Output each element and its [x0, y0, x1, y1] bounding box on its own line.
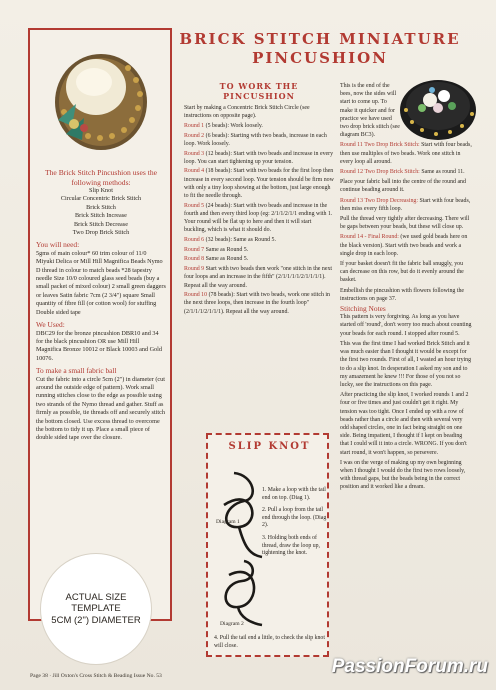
watermark: PassionForum.ru	[331, 656, 488, 677]
slip-knot-box	[206, 433, 329, 657]
round-paragraph	[184, 236, 334, 244]
template-circle	[40, 553, 152, 665]
slip-step-4: 4. Pull the tail end a little, to check the slip knot will close.	[214, 635, 325, 649]
round-text: Start with four beads, then use multiples of two beads. Work one stitch in every loop all around.	[340, 142, 472, 165]
round-label: Round 9	[184, 266, 205, 273]
heading-line-1: TO WORK THE	[219, 81, 299, 91]
need-text: 5gms of main colour* 60 trim colour of 11/0 Miyuki Delica or Mill Hill Magnifica Beads Nymo D thread in colour to match beads *28 tapestry needle Size 10/0 coloured glass seed beads (buy a small packet of mixed colour) 2 small green daggers or leaves Satin fabric 7cm (2 3/4") square Small quantity of fibre fill (or cotton wool) for stuffing Double sided tape	[36, 249, 166, 316]
round-text: (6 beads): Starting with two beads, increase in each loop. Work loosely.	[184, 132, 327, 147]
place-paragraph: Place your fabric ball into the centre of the round and continue beading around it.	[340, 179, 466, 194]
round-paragraph	[184, 202, 334, 235]
need-heading: You will need:	[36, 240, 80, 250]
round-text: (78 beads): Start with two beads, work one stitch in the next three loops, then increase in the fourth loop" (2/1/1/1/2/1/1/1). Repeat all the way around.	[184, 292, 330, 315]
slip-step: 3. Holding both ends of thread, draw the loop up, tightening the knot.	[262, 534, 320, 557]
basket-paragraph: If your basket doesn't fit the fabric ball snuggly, you can decrease on this row, but do it evenly around the basket.	[340, 261, 464, 284]
slip-knot-diagram	[214, 465, 264, 635]
round-label: Round 11 Two Drop Brick Stitch:	[340, 142, 420, 149]
method-item: Brick Stitch Increase	[75, 212, 127, 220]
slip-knot-steps	[262, 487, 328, 563]
round-label: Round 12 Two Drop Brick Stitch:	[340, 169, 420, 176]
fabric-heading: To make a small fabric ball	[36, 366, 117, 376]
round-paragraph	[340, 168, 472, 176]
title-line-1: BRICK STITCH MINIATURE	[179, 30, 461, 48]
pull-paragraph: Pull the thread very tightly after decreasing. There will be gaps between your beads, but these will close up.	[340, 216, 470, 231]
round-label: Round 6	[184, 237, 205, 244]
slip-step: 1. Make a loop with the tail end on top. (Diag 1).	[262, 487, 326, 501]
round-paragraph	[184, 132, 334, 148]
right-column	[340, 82, 472, 494]
round-paragraph	[184, 265, 334, 290]
method-item: Brick Stitch	[86, 203, 116, 211]
note-paragraph: This pattern is very forgiving. As long as you have started off 'round', don't worry too much about counting your beads for each round. I stopped after round 5.	[340, 314, 472, 337]
page-title	[160, 30, 480, 68]
round-text: (we used gold beads here on the black version). Start with two beads and work a single drop in each loop.	[340, 234, 468, 257]
methods-heading: The Brick Stitch Pincushion uses the following methods:	[45, 168, 157, 187]
round-text: Start with four beads, then miss every fifth loop.	[340, 197, 471, 212]
instructions-intro: Start by making a Concentric Brick Stitch Circle (see instructions on opposite page).	[184, 105, 310, 120]
method-item: Slip Knot	[89, 187, 113, 194]
round-paragraph	[184, 122, 334, 130]
round-paragraph	[184, 167, 334, 200]
round-text: Same as Round 5.	[205, 246, 249, 253]
embellish-paragraph: Embellish the pincushion with flowers following the instructions on page 37.	[340, 287, 465, 302]
note-paragraph: This was the first time I had worked Brick Stitch and it was much easier than I thought it would be except for the first two rounds. First of all, I wasted an hour trying to do a slip knot. In desperation I asked my son and to my amazement he knew !!! For those of you not so lucky, see the instructions on this page.	[340, 340, 472, 388]
note-paragraph: After practicing the slip knot, I worked rounds 1 and 2 four or five times and just couldn't get it right. My tension was too tight. Once I ended up with a row of beads rather than a circle and then with several very odd shaped circles, one in fact being straight on one side. Being impatient, I thought if I kept on beading that I could will it into a circle. WRONG. If you don't start round, it won't happen, so persevere.	[340, 392, 469, 456]
used-heading: We Used:	[36, 320, 65, 330]
round-label: Round 2	[184, 132, 205, 139]
template-line-1: ACTUAL SIZE	[65, 591, 127, 603]
used-text: DBC29 for the bronze pincushion DBR10 and 34 for the black pincushion OR use Mill Hill Magnifica Bronze 10012 or Black 10003 and Gold 10076.	[36, 329, 162, 362]
method-item: Two Drop Brick Stitch	[72, 229, 130, 237]
template-line-2: TEMPLATE	[71, 603, 121, 615]
round-text: (12 beads): Start with two beads and increase in every loop. You can start tightening up your tension.	[184, 150, 334, 165]
diagram-2-label: Diagram 2	[220, 621, 244, 627]
round-paragraph	[340, 141, 472, 166]
bronze-pincushion-photo	[36, 42, 166, 162]
round-text: (24 beads): Start with two beads and increase in the fourth and then every third loop (eg: 2/1/1/2/1/1 ending with 1. Your round will be flat up to here and then it will start buckling, which is what it should do.	[184, 202, 333, 234]
method-item: Circular Concentric Brick Stitch	[60, 195, 142, 203]
materials-text	[36, 168, 166, 443]
round-text: (5 beads): Work loosely.	[205, 122, 263, 129]
diagram-1-label: Diagram 1	[216, 519, 240, 525]
round-text: Same as round 11.	[421, 169, 465, 176]
slip-knot-title: SLIP KNOT	[228, 441, 311, 452]
instructions-heading	[184, 82, 334, 101]
note-paragraph: I was on the verge of making up my own beginning when I thought I would do the first two rows loosely, with thread gaps, but the beads being in the correct position and it worked like a dream.	[340, 459, 466, 491]
page-footer: Page 38 · Jill Oxton's Cross Stitch & Beading Issue No. 53	[30, 673, 162, 679]
round-text: (18 beads): Start with two beads for the first loop then increase in every second loop. Your tension should be firm now with only a tiny loop showing at the bottom, just large enough to fit the needle through.	[184, 168, 334, 200]
right-intro: This is the end of the bees, now the sides will start to come up. To make it quicker and for practice we have used two drop brick stitch (see diagram BC3).	[340, 83, 400, 139]
round-label: Round 1	[184, 122, 205, 129]
round-paragraph	[340, 197, 472, 213]
round-label: Round 4	[184, 168, 205, 175]
round-label: Round 8	[184, 256, 205, 263]
slip-step: 2. Pull a loop from the tail end through the loop. (Diag 2).	[262, 507, 327, 529]
materials-panel	[28, 28, 172, 621]
method-item: Brick Stitch Decrease	[74, 220, 128, 228]
round-paragraph	[184, 255, 334, 263]
template-line-3: 5CM (2") DIAMETER	[51, 614, 141, 626]
methods-list	[36, 187, 166, 237]
round-paragraph	[340, 233, 472, 258]
round-text: Start with two beads then work "one stitch in the next four loops and an increase in the fifth" (2/1/1/1/1/2/1/1/1/1). Repeat all the way around.	[184, 266, 333, 289]
round-text: Same as Round 5.	[205, 256, 249, 263]
stitching-notes-heading: Stitching Notes	[340, 304, 386, 314]
round-label: Round 5	[184, 202, 205, 209]
round-label: Round 14 - Final Round:	[340, 234, 399, 241]
round-label: Round 7	[184, 246, 205, 253]
instructions-column	[184, 82, 334, 317]
heading-line-2: PINCUSHION	[223, 90, 295, 101]
fabric-text: Cut the fabric into a circle 5cm (2") in diameter (cut around the outside edge of pattern). Work small running stitches close to the edge as possible using two strands of the Nymo thread and gather. Stuff as firmly as possible, tie threads off and securely stitch the bottom closed. Use excess thread to overcome the bottom to tidy it up. Place a small piece of double sided tape over the closure.	[36, 375, 165, 442]
title-line-2: PINCUSHION	[252, 49, 388, 67]
round-text: (32 beads): Same as Round 5.	[205, 237, 276, 244]
round-label: Round 10	[184, 292, 208, 299]
round-label: Round 3	[184, 150, 205, 157]
round-paragraph	[184, 291, 334, 316]
round-paragraph	[184, 246, 334, 254]
round-label: Round 13 Two Drop Decreasing:	[340, 197, 419, 204]
round-paragraph	[184, 150, 334, 166]
